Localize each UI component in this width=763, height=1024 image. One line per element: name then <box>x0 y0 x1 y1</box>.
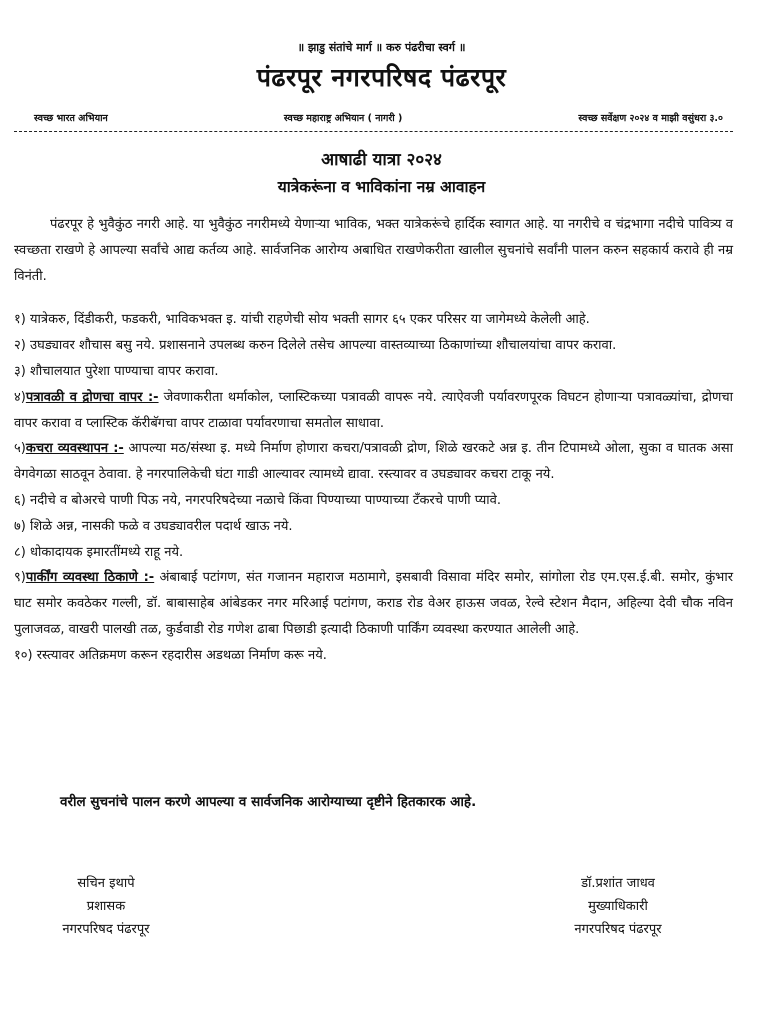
campaign-tag-left: स्वच्छ भारत अभियान <box>34 113 108 124</box>
item-number: ५) <box>14 441 26 457</box>
item-label: पार्कींग व्यवस्था ठिकाणे :- <box>25 570 155 586</box>
notice-subheading: यात्रेकरूंना व भाविकांना नम्र आवाहन <box>277 178 486 196</box>
item-text: अंबाबाई पटांगण, संत गजानन महाराज मठामागे, इसबावी विसावा मंदिर समोर, सांगोला रोड एम.एस.ई.बी. समोर, कुंभार घाट समोर कवठेकर गल्ली, डॉ. बाबासाहेब आंबेडकर नगर मरिआई पटांगण, कराड रोड वेअर हाऊस जवळ, रेल्वे स्टेशन मैदान, अहिल्या देवी चौक नविन पुलाजवळ, वाखरी पालखी तळ, कुर्डवाडी रोड गणेश ढाबा पिछाडी इत्यादी ठिकाणी पार्किंग व्यवस्था करण्यात आलेली आहे. <box>14 570 734 637</box>
item-text: शिळे अन्न, नासकी फळे व उघड्यावरील पदार्थ खाऊ नये. <box>29 518 293 534</box>
item-label: पत्रावळी व द्रोणचा वापर :- <box>25 389 159 405</box>
notice-heading: आषाढी यात्रा २०२४ <box>321 150 442 170</box>
closing-statement: वरील सुचनांचे पालन करणे आपल्या व सार्वजनिक आरोग्याच्या दृष्टीने हितकारक आहे. <box>60 794 477 810</box>
dashed-divider <box>14 131 733 132</box>
item-text: जेवणाकरीता थर्माकोल, प्लास्टिकच्या पत्रावळी वापरू नये. त्याऐवजी पर्यावरणपूरक विघटन होणाऱ्या पत्रावळ्यांचा, द्रोणचा वापर करावा व प्लास्टिक कॅरीबॅगचा वापर टाळावा पर्यावरणाचा समतोल साधावा. <box>14 389 733 431</box>
signatory-name: डॉ.प्रशांत जाधव <box>581 876 655 891</box>
motto: ॥ झाडु संतांचे मार्ग ॥ करु पंढरीचा स्वर्ग ॥ <box>297 41 466 54</box>
list-item <box>14 565 733 642</box>
item-text: नदीचे व बोअरचे पाणी पिऊ नये, नगरपरिषदेच्या नळाचे किंवा पिण्याच्या पाण्याच्या टँकरचे पाणी प्यावे. <box>29 492 501 508</box>
item-number: २) <box>14 338 26 354</box>
signature-block-right <box>548 872 688 941</box>
item-text: रस्त्यावर अतिक्रमण करून रहदारीस अडथळा निर्माण करू नये. <box>36 647 327 663</box>
signatory-office: नगरपरिषद पंढरपूर <box>62 922 150 937</box>
item-label: कचरा व्यवस्थापन :- <box>25 441 124 457</box>
item-number: ८) <box>14 544 26 560</box>
intro-paragraph: पंढरपूर हे भुवैकुंठ नगरी आहे. या भुवैकुंठ नगरीमध्ये येणाऱ्या भाविक, भक्त यात्रेकरूंचे हार्दिक स्वागत आहे. या नगरीचे व चंद्रभागा नदीचे पावित्र्य व स्वच्छता राखणे हे आपल्या सर्वांचे आद्य कर्तव्य आहे. सार्वजनिक आरोग्य अबाधित राखणेकरीता खालील सुचनांचे सर्वांनी पालन करुन सहकार्य करावे ही नम्र विनंती. <box>14 217 733 284</box>
signatory-designation: मुख्याधिकारी <box>588 899 648 914</box>
list-item <box>14 385 733 437</box>
list-item <box>14 540 733 566</box>
signature-block-left <box>46 872 166 941</box>
list-item <box>14 333 733 359</box>
list-item <box>14 436 733 488</box>
item-number: १०) <box>14 647 33 663</box>
list-item <box>14 488 733 514</box>
signatory-name: सचिन इथापे <box>77 876 135 891</box>
campaign-tags <box>34 111 723 124</box>
campaign-tag-right: स्वच्छ सर्वेक्षण २०२४ व माझी वसुंधरा ३.० <box>578 113 723 124</box>
campaign-tag-center: स्वच्छ महाराष्ट्र अभियान ( नागरी ) <box>283 113 403 124</box>
list-item <box>14 643 733 669</box>
item-text: धोकादायक इमारतींमध्ये राहू नये. <box>29 544 184 560</box>
item-number: ३) <box>14 363 26 379</box>
item-number: ६) <box>14 492 26 508</box>
notice-body <box>14 212 733 669</box>
item-text: शौचालयात पुरेशा पाण्याचा वापर करावा. <box>29 363 219 379</box>
item-number: ४) <box>14 389 26 405</box>
list-item <box>14 514 733 540</box>
list-item <box>14 359 733 385</box>
list-item <box>14 307 733 333</box>
signatory-office: नगरपरिषद पंढरपूर <box>574 922 662 937</box>
item-text: यात्रेकरु, दिंडीकरी, फडकरी, भाविकभक्त इ. यांची राहणेची सोय भक्ती सागर ६५ एकर परिसर या जागेमध्ये केलेली आहे. <box>29 312 590 328</box>
item-text: उघड्यावर शौचास बसु नये. प्रशासनाने उपलब्ध करुन दिलेले तसेच आपल्या वास्तव्याच्या ठिकाणांच्या शौचालयांचा वापर करावा. <box>29 338 617 354</box>
item-number: १) <box>14 312 26 328</box>
page-title: पंढरपूर नगरपरिषद पंढरपूर <box>256 63 507 92</box>
item-text: आपल्या मठ/संस्था इ. मध्ये निर्माण होणारा कचरा/पत्रावळी द्रोण, शिळे खरकटे अन्न इ. तीन टिपामध्ये ओला, सुका व घातक असा वेगवेगळा साठवून ठेवावा. हे नगरपालिकेची घंटा गाडी आल्यावर त्यामध्ये द्यावा. रस्त्यावर व उघड्यावर कचरा टाकू नये. <box>14 441 733 483</box>
item-number: ९) <box>14 570 26 586</box>
item-number: ७) <box>14 518 26 534</box>
signatory-designation: प्रशासक <box>86 899 126 914</box>
